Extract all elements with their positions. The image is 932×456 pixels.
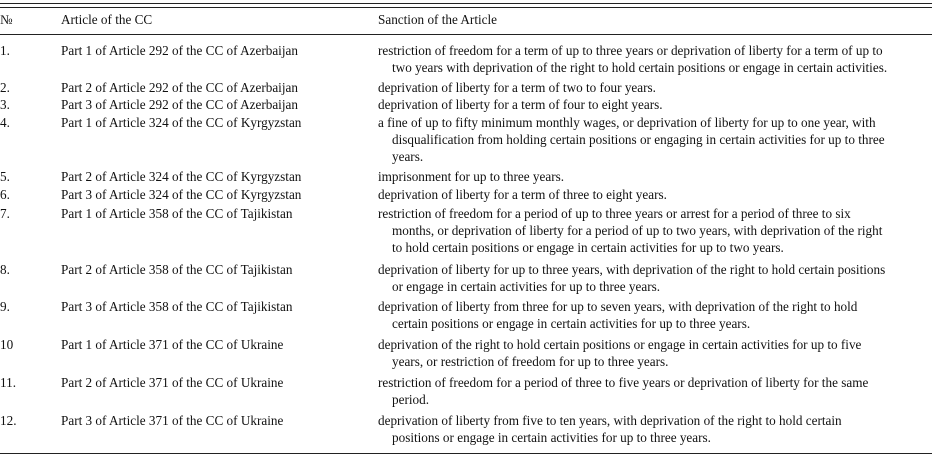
row-sanction [378, 79, 932, 96]
row-sanction [378, 374, 932, 408]
row-number: 12. [0, 413, 17, 428]
table-header [0, 11, 932, 31]
row-sanction [378, 114, 932, 165]
row-number: 7. [0, 206, 10, 221]
row-article: Part 1 of Article 358 of the CC of Tajikistan [61, 206, 293, 221]
sanction-line: positions or engage in certain activities for up to three years. [392, 430, 711, 445]
row-number: 3. [0, 97, 10, 112]
row-number: 11. [0, 375, 16, 390]
row-sanction [378, 186, 932, 203]
row-sanction [378, 336, 932, 370]
row-article: Part 3 of Article 324 of the CC of Kyrgyzstan [61, 187, 302, 202]
sanction-line: imprisonment for up to three years. [378, 169, 565, 184]
top-rule [0, 3, 932, 4]
row-article: Part 2 of Article 358 of the CC of Tajikistan [61, 262, 293, 277]
row-article: Part 1 of Article 324 of the CC of Kyrgyzstan [61, 115, 302, 130]
sanction-line: deprivation of liberty for a term of three to eight years. [378, 187, 667, 202]
sanction-line: deprivation of liberty for a term of two to four years. [378, 80, 656, 95]
sanction-line: or engage in certain activities for up to three years. [392, 279, 661, 294]
row-sanction [378, 42, 932, 76]
row-article: Part 1 of Article 371 of the CC of Ukraine [61, 337, 284, 352]
row-article: Part 3 of Article 358 of the CC of Tajikistan [61, 299, 293, 314]
sanction-line: certain positions or engage in certain activities for up to three years. [392, 316, 751, 331]
sanction-line: deprivation of liberty for a term of four to eight years. [378, 97, 663, 112]
row-sanction [378, 168, 932, 185]
row-sanction [378, 261, 932, 295]
bottom-rule [0, 453, 932, 454]
row-sanction [378, 205, 932, 256]
row-article: Part 3 of Article 292 of the CC of Azerbaijan [61, 97, 298, 112]
sanction-line: to hold certain positions or engage in certain activities for up to two years. [392, 240, 784, 255]
header-sanction: Sanction of the Article [378, 12, 498, 27]
row-number: 5. [0, 169, 10, 184]
row-number: 1. [0, 43, 10, 58]
row-sanction [378, 412, 932, 446]
sanction-line: disqualification from holding certain positions or engaging in certain activities for up to three [392, 132, 885, 147]
sanction-line: deprivation of liberty from three for up to seven years, with deprivation of the right to hold [378, 299, 858, 314]
sanction-line: restriction of freedom for a period of up to three years or arrest for a period of three to six [378, 206, 851, 221]
sanction-line: years, or restriction of freedom for up to three years. [392, 354, 669, 369]
row-number: 10 [0, 337, 14, 352]
row-number: 8. [0, 262, 10, 277]
row-article: Part 3 of Article 371 of the CC of Ukraine [61, 413, 284, 428]
row-number: 4. [0, 115, 10, 130]
row-article: Part 2 of Article 371 of the CC of Ukraine [61, 375, 284, 390]
row-number: 9. [0, 299, 10, 314]
row-number: 6. [0, 187, 10, 202]
sanction-line: months, or deprivation of liberty for a period of up to two years, with deprivation of the right [392, 223, 883, 238]
sanction-line: restriction of freedom for a term of up to three years or deprivation of liberty for a term of up to [378, 43, 883, 58]
header-number: № [0, 12, 13, 27]
sanction-line: deprivation of liberty from five to ten years, with deprivation of the right to hold certain [378, 413, 842, 428]
sanction-line: two years with deprivation of the right to hold certain positions or engage in certain activities. [392, 60, 888, 75]
sanction-line: deprivation of the right to hold certain positions or engage in certain activities for up to five [378, 337, 862, 352]
sanction-line: a fine of up to fifty minimum monthly wages, or deprivation of liberty for up to one year, with [378, 115, 876, 130]
row-article: Part 1 of Article 292 of the CC of Azerbaijan [61, 43, 298, 58]
row-sanction [378, 96, 932, 113]
row-article: Part 2 of Article 324 of the CC of Kyrgyzstan [61, 169, 302, 184]
row-number: 2. [0, 80, 10, 95]
sanction-line: deprivation of liberty for up to three years, with deprivation of the right to hold certain positions [378, 262, 886, 277]
header-article: Article of the CC [61, 12, 153, 27]
sanction-line: period. [392, 392, 429, 407]
top-rule-double [0, 7, 932, 8]
row-article: Part 2 of Article 292 of the CC of Azerbaijan [61, 80, 298, 95]
sanction-line: years. [392, 149, 424, 164]
header-rule [0, 34, 932, 35]
sanction-line: restriction of freedom for a period of three to five years or deprivation of liberty for the same [378, 375, 869, 390]
row-sanction [378, 298, 932, 332]
